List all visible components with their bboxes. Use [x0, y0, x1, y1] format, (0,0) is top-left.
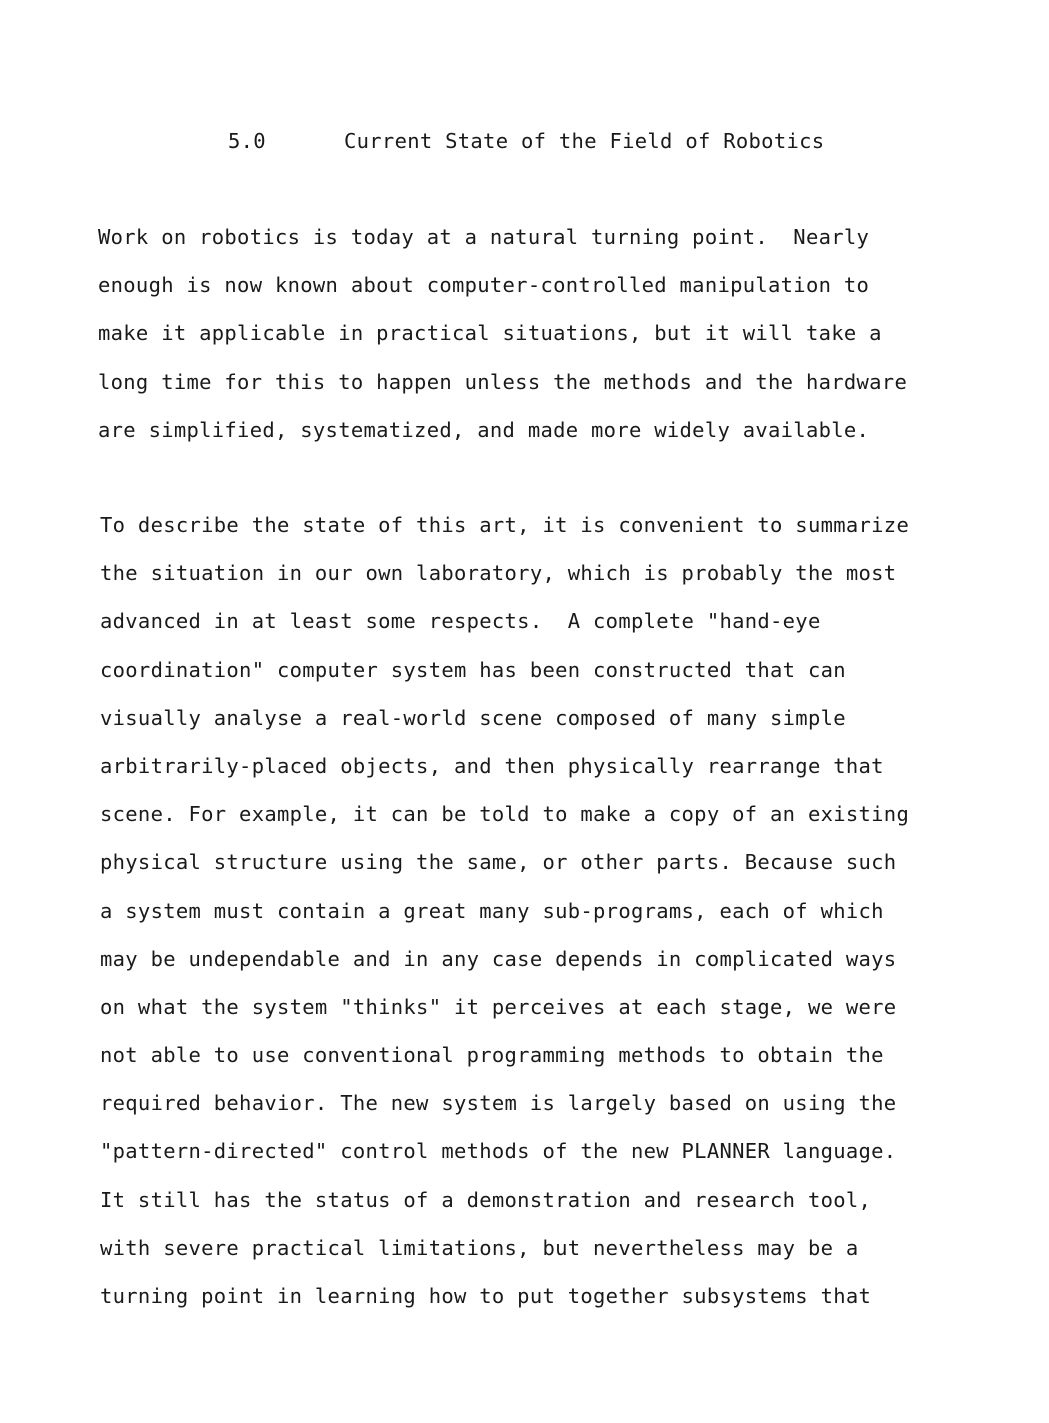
- text-line: required behavior. The new system is largely based on using the: [100, 1091, 897, 1116]
- text-line: coordination" computer system has been constructed that can: [100, 657, 846, 682]
- text-line: may be undependable and in any case depends in complicated ways: [100, 946, 897, 971]
- text-line: are simplified, systematized, and made more widely available.: [98, 417, 870, 442]
- paragraph-1: [98, 225, 1038, 466]
- text-line: To describe the state of this art, it is convenient to summarize: [100, 513, 910, 537]
- section-title: Current State of the Field of Robotics: [344, 129, 825, 153]
- text-line: advanced in at least some respects. A complete "hand-eye: [100, 609, 821, 634]
- text-line: physical structure using the same, or other parts. Because such: [100, 850, 897, 875]
- text-line: "pattern-directed" control methods of the new PLANNER language.: [100, 1139, 897, 1164]
- text-line: a system must contain a great many sub-programs, each of which: [100, 898, 884, 923]
- text-line: turning point in learning how to put together subsystems that: [100, 1284, 872, 1308]
- text-line: It still has the status of a demonstration and research tool,: [100, 1187, 872, 1212]
- text-line: Work on robotics is today at a natural turning point. Nearly: [98, 225, 870, 249]
- text-line: on what the system "thinks" it perceives at each stage, we were: [100, 994, 897, 1019]
- text-line: arbitrarily-placed objects, and then physically rearrange that: [100, 753, 884, 778]
- text-line: enough is now known about computer-controlled manipulation to: [98, 273, 870, 298]
- section-number: 5.0: [228, 129, 266, 153]
- text-line: scene. For example, it can be told to make a copy of an existing: [100, 802, 910, 827]
- text-line: visually analyse a real-world scene composed of many simple: [100, 705, 846, 730]
- text-line: the situation in our own laboratory, which is probably the most: [100, 561, 897, 586]
- section-heading: [228, 126, 824, 156]
- text-line: with severe practical limitations, but nevertheless may be a: [100, 1235, 859, 1260]
- text-line: not able to use conventional programming methods to obtain the: [100, 1043, 884, 1068]
- text-line: long time for this to happen unless the methods and the hardware: [98, 369, 908, 394]
- text-line: make it applicable in practical situations, but it will take a: [98, 321, 882, 346]
- paragraph-2: [100, 513, 1040, 1332]
